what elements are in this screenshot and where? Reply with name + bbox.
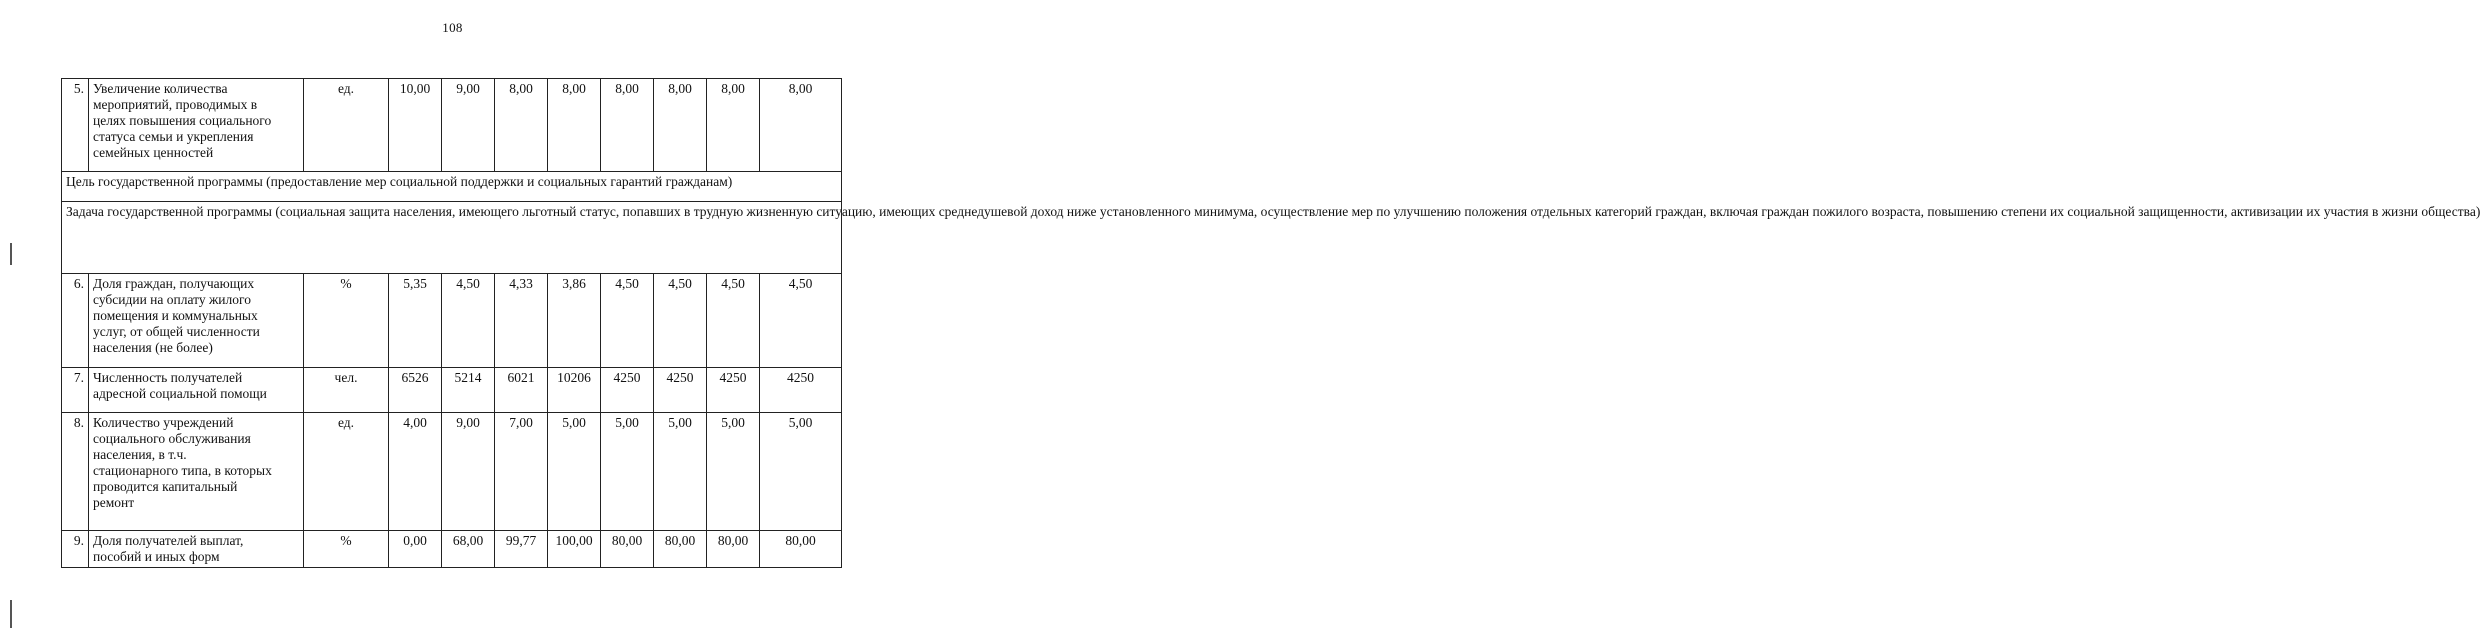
value-cell: 4,50 [654, 274, 707, 368]
table-row [62, 413, 842, 531]
indicator-name [89, 368, 304, 413]
value-cell: 6021 [495, 368, 548, 413]
value-cell: 99,77 [495, 531, 548, 568]
indicator-name-line: семейных ценностей [93, 145, 214, 160]
table-row [62, 368, 842, 413]
value-cell: 4,50 [707, 274, 760, 368]
value-cell: 4,50 [442, 274, 495, 368]
value-cell: 5,00 [654, 413, 707, 531]
row-number: 7. [62, 368, 89, 413]
value-cell: 5,00 [760, 413, 842, 531]
value-cell: 4250 [760, 368, 842, 413]
value-cell: 4,00 [389, 413, 442, 531]
indicator-name-line: адресной социальной помощи [93, 386, 267, 401]
table-row [62, 531, 842, 568]
value-cell: 5,00 [707, 413, 760, 531]
value-cell: 8,00 [654, 79, 707, 172]
indicator-name-line: помещения и коммунальных [93, 308, 258, 323]
unit-cell: % [304, 531, 389, 568]
value-cell: 5,00 [548, 413, 601, 531]
program-goal-cell: Цель государственной программы (предоставление мер социальной поддержки и социальных гарантий гражданам) [62, 172, 842, 202]
page-number: 108 [442, 20, 463, 35]
value-cell: 80,00 [654, 531, 707, 568]
indicator-name-line: Увеличение количества [93, 81, 228, 96]
indicator-name-line: услуг, от общей численности [93, 324, 260, 339]
value-cell: 8,00 [548, 79, 601, 172]
value-cell: 8,00 [601, 79, 654, 172]
indicator-name [89, 531, 304, 568]
indicator-name-line: пособий и иных форм [93, 549, 220, 564]
indicator-name-line: Численность получателей [93, 370, 243, 385]
indicator-name [89, 79, 304, 172]
unit-cell: ед. [304, 79, 389, 172]
table-row [62, 274, 842, 368]
value-cell: 8,00 [760, 79, 842, 172]
value-cell: 5,00 [601, 413, 654, 531]
indicator-name-line: населения, в т.ч. [93, 447, 187, 462]
scan-margin-mark [10, 243, 12, 265]
indicator-name-line: мероприятий, проводимых в [93, 97, 258, 112]
indicator-name-line: социального обслуживания [93, 431, 251, 446]
value-cell: 4,50 [601, 274, 654, 368]
value-cell: 5,35 [389, 274, 442, 368]
program-task-cell: Задача государственной программы (социальная защита населения, имеющего льготный статус, попавших в трудную жизненную ситуацию, имеющих среднедушевой доход ниже установленного минимума, осуществление мер по улучшению положения отдельных категорий граждан, включая граждан пожилого возраста, повышению степени их социальной защищенности, активизации их участия в жизни общества) [62, 202, 842, 274]
value-cell: 7,00 [495, 413, 548, 531]
row-number: 8. [62, 413, 89, 531]
value-cell: 10206 [548, 368, 601, 413]
value-cell: 5214 [442, 368, 495, 413]
indicator-name [89, 274, 304, 368]
value-cell: 9,00 [442, 413, 495, 531]
table-body [62, 79, 2480, 568]
unit-cell: % [304, 274, 389, 368]
value-cell: 9,00 [442, 79, 495, 172]
value-cell: 4,50 [760, 274, 842, 368]
unit-cell: чел. [304, 368, 389, 413]
value-cell: 80,00 [601, 531, 654, 568]
value-cell: 100,00 [548, 531, 601, 568]
indicator-name-line: Количество учреждений [93, 415, 234, 430]
indicator-name-line: целях повышения социального [93, 113, 272, 128]
value-cell: 4250 [654, 368, 707, 413]
indicator-name-line: стационарного типа, в которых [93, 463, 272, 478]
scan-margin-mark [10, 600, 12, 628]
value-cell: 10,00 [389, 79, 442, 172]
value-cell: 8,00 [495, 79, 548, 172]
indicator-name-line: Доля получателей выплат, [93, 533, 244, 548]
table-row [62, 79, 842, 172]
indicator-name-line: ремонт [93, 495, 135, 510]
row-number: 9. [62, 531, 89, 568]
value-cell: 4250 [601, 368, 654, 413]
value-cell: 4250 [707, 368, 760, 413]
value-cell: 80,00 [760, 531, 842, 568]
value-cell: 68,00 [442, 531, 495, 568]
unit-cell: ед. [304, 413, 389, 531]
indicator-name-line: населения (не более) [93, 340, 213, 355]
value-cell: 8,00 [707, 79, 760, 172]
indicator-name-line: статуса семьи и укрепления [93, 129, 254, 144]
value-cell: 6526 [389, 368, 442, 413]
indicator-name [89, 413, 304, 531]
section-row [62, 202, 842, 274]
row-number: 5. [62, 79, 89, 172]
indicator-name-line: проводится капитальный [93, 479, 238, 494]
value-cell: 0,00 [389, 531, 442, 568]
indicator-name-line: субсидии на оплату жилого [93, 292, 251, 307]
row-number: 6. [62, 274, 89, 368]
indicators-table [61, 78, 2480, 568]
value-cell: 80,00 [707, 531, 760, 568]
section-row [62, 172, 842, 202]
indicator-name-line: Доля граждан, получающих [93, 276, 255, 291]
value-cell: 3,86 [548, 274, 601, 368]
value-cell: 4,33 [495, 274, 548, 368]
